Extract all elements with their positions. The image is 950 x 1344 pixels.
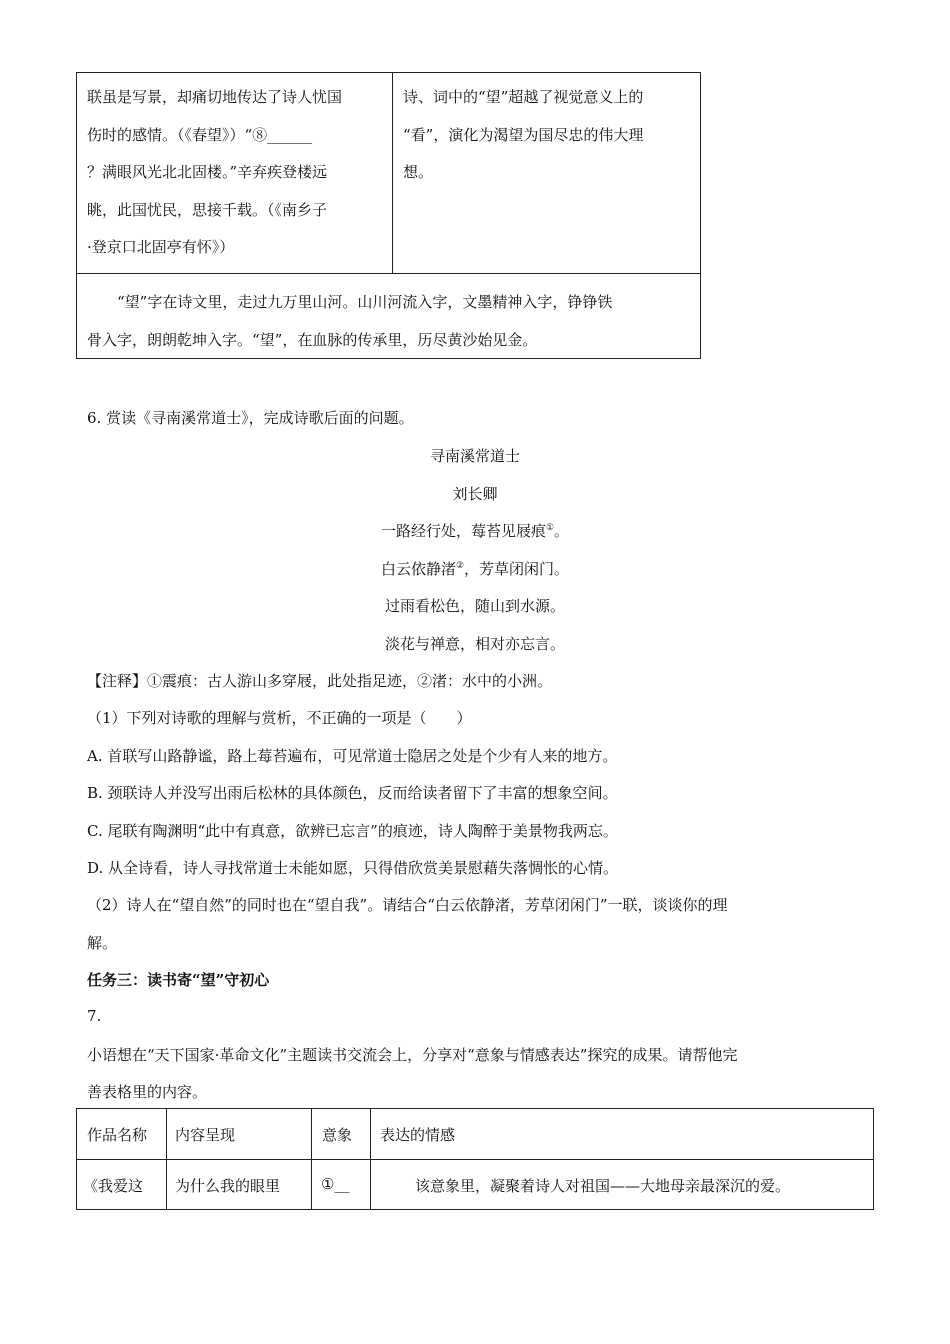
imagery-table	[76, 1108, 874, 1210]
sub-question-2: （2）诗人在“望自然”的同时也在“望自我”。请结合“白云依静渚，芳草闭闲门”一联，谈谈你的理	[87, 896, 728, 914]
cell-line: ·登京口北固亭有怀》）	[87, 238, 235, 256]
option-c: C. 尾联有陶渊明“此中有真意，欲辨已忘言”的痕迹，诗人陶醉于美景物我两忘。	[87, 822, 618, 840]
header-work: 作品名称	[87, 1126, 148, 1144]
cell-line: 想。	[403, 163, 434, 181]
table-divider	[392, 73, 393, 273]
header-imagery: 意象	[322, 1126, 353, 1144]
q7-number: 7.	[87, 1007, 102, 1025]
poem-line-end: 。	[554, 522, 570, 540]
poem-line-2	[76, 558, 874, 579]
q6-intro: 6. 赏读《寻南溪常道士》，完成诗歌后面的问题。	[87, 409, 414, 427]
top-table	[76, 72, 701, 359]
footnote-mark: ②	[455, 561, 465, 571]
table-cell-right	[403, 79, 693, 192]
cell-line: ？满眼风光北北固楼。”辛弃疾登楼远	[87, 163, 328, 181]
poem-line-text: 一路经行处，莓苔见屐痕	[380, 522, 546, 540]
table-divider	[370, 1109, 371, 1209]
poem-line-text: 白云依静渚	[380, 560, 456, 578]
cell-line: “看”，演化为渴望为国尽忠的伟大理	[403, 125, 644, 144]
option-a: A. 首联写山路静谧，路上莓苔遍布，可见常道士隐居之处是个少有人来的地方。	[87, 747, 618, 765]
cell-emotion: 该意象里，凝聚着诗人对祖国——大地母亲最深沉的爱。	[415, 1177, 791, 1195]
sub-question-2-cont: 解。	[87, 934, 118, 952]
poem-note: 【注释】①震痕：古人游山多穿屐，此处指足迹，②渚：水中的小洲。	[87, 672, 553, 690]
poem-author: 刘长卿	[452, 485, 498, 503]
table-divider	[166, 1109, 167, 1209]
cell-line: 伤时的感情。（《春望》）“⑧______	[87, 125, 313, 144]
poem-line-text: ，芳草闭闲门。	[464, 560, 570, 578]
cell-line: 联虽是写景，却痛切地传达了诗人忧国	[87, 88, 343, 106]
poem-line-1	[76, 520, 874, 541]
table-cell-bottom	[87, 283, 692, 359]
q7-intro-cont: 善表格里的内容。	[87, 1083, 208, 1101]
cell-line: 诗、词中的“望”超越了视觉意义上的	[403, 88, 644, 106]
option-d: D. 从全诗看，诗人寻找常道士未能如愿，只得借欣赏美景慰藉失落惆怅的心情。	[87, 859, 619, 877]
poem-line-4: 淡花与禅意，相对亦忘言。	[384, 635, 565, 653]
table-cell-left	[87, 79, 382, 267]
table-divider	[77, 1159, 873, 1160]
option-b: B. 颈联诗人并没写出雨后松林的具体颜色，反而给读者留下了丰富的想象空间。	[87, 784, 618, 802]
table-divider	[311, 1109, 312, 1209]
cell-line: 眺，此国忧民，思接千载。（《南乡子	[87, 200, 328, 219]
sub-question-1: （1）下列对诗歌的理解与赏析，不正确的一项是（ ）	[87, 709, 472, 727]
cell-imagery-blank: ①__	[321, 1175, 350, 1193]
poem-line-3: 过雨看松色，随山到水源。	[384, 597, 565, 615]
table-divider	[77, 273, 700, 274]
task-heading: 任务三：读书寄“望”守初心	[87, 971, 270, 989]
cell-line: “望”字在诗文里，走过九万里山河。山川河流入字，文墨精神入字，铮铮铁	[117, 293, 613, 311]
cell-work: 《我爱这	[83, 1177, 144, 1195]
cell-content: 为什么我的眼里	[175, 1177, 281, 1195]
cell-line: 骨入字，朗朗乾坤入字。“望”，在血脉的传承里，历尽黄沙始见金。	[87, 331, 538, 349]
header-emotion: 表达的情感	[380, 1126, 456, 1144]
poem-title: 寻南溪常道士	[429, 447, 520, 465]
header-content: 内容呈现	[175, 1126, 236, 1144]
q7-intro: 小语想在“天下国家·革命文化”主题读书交流会上，分享对“意象与情感表达”探究的成果。请帮他完	[87, 1046, 738, 1064]
footnote-mark: ①	[545, 523, 555, 533]
